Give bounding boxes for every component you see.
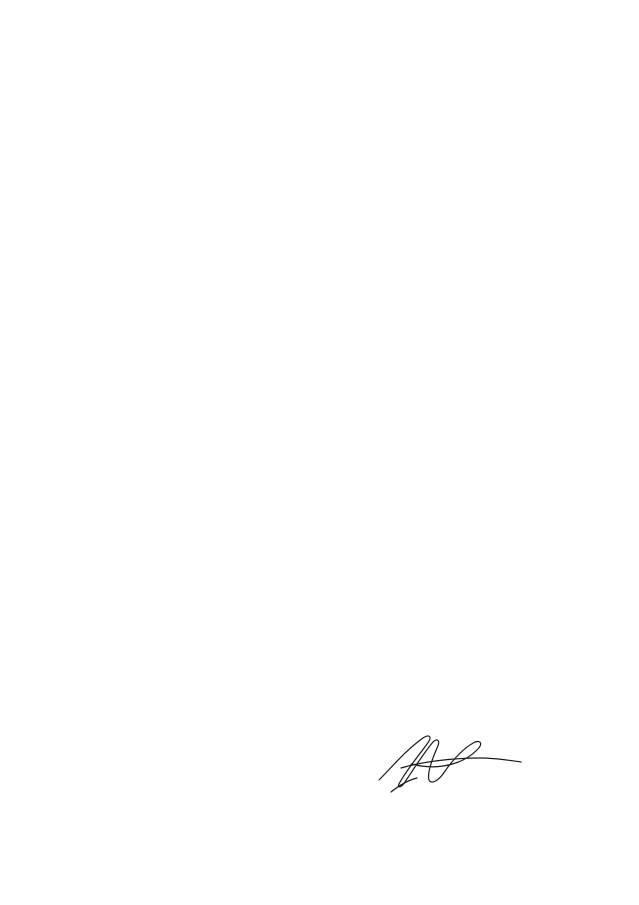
handwritten-signature (371, 728, 531, 798)
signature-block (93, 730, 610, 790)
